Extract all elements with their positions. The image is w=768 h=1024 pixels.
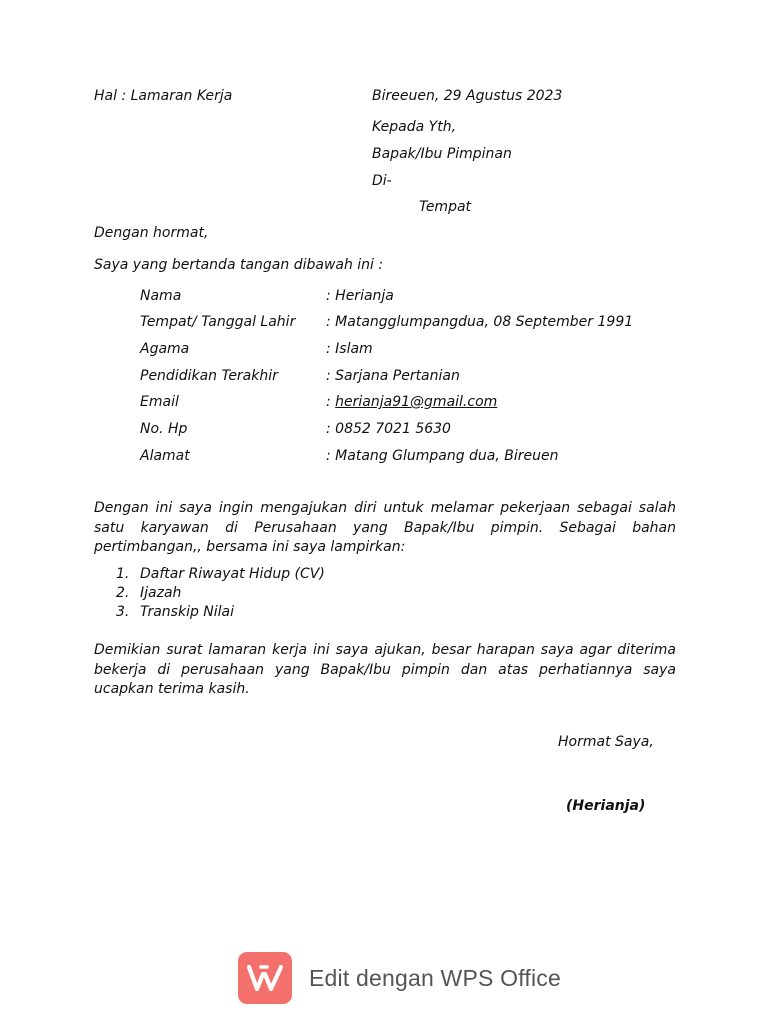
info-label-ttl: Tempat/ Tanggal Lahir xyxy=(140,314,296,330)
body-paragraph: Dengan ini saya ingin mengajukan diri untuk melamar pekerjaan sebagai salah satu karyawan di Perusahaan yang Bapak/Ibu pimpin. Sebagai bahan pertimbangan,, bersama ini saya lampirkan: xyxy=(94,500,676,555)
info-value-hp: : 0852 7021 5630 xyxy=(326,421,451,437)
info-label-alamat: Alamat xyxy=(140,448,190,464)
email-link[interactable]: herianja91@gmail.com xyxy=(335,394,498,410)
list-item-number: 2. xyxy=(116,585,130,601)
info-label-hp: No. Hp xyxy=(140,421,188,437)
recipient-line-3: Di- xyxy=(372,173,392,189)
wps-edit-banner[interactable] xyxy=(238,952,561,1004)
recipient-line-2: Bapak/Ibu Pimpinan xyxy=(372,146,512,162)
info-value-alamat: : Matang Glumpang dua, Bireuen xyxy=(326,448,559,464)
greeting: Dengan hormat, xyxy=(94,225,209,241)
info-value-nama: : Herianja xyxy=(326,288,394,304)
letter-subject: Hal : Lamaran Kerja xyxy=(94,88,233,104)
info-value-email xyxy=(326,393,497,411)
signature-name: (Herianja) xyxy=(566,798,646,814)
info-label-agama: Agama xyxy=(140,341,190,357)
list-item-number: 3. xyxy=(116,604,130,620)
sign-off: Hormat Saya, xyxy=(558,734,654,750)
wps-edit-label[interactable]: Edit dengan WPS Office xyxy=(309,964,561,991)
recipient-line-4: Tempat xyxy=(419,199,472,215)
recipient-line-1: Kepada Yth, xyxy=(372,119,457,135)
intro-line: Saya yang bertanda tangan dibawah ini : xyxy=(94,257,384,273)
closing-paragraph: Demikian surat lamaran kerja ini saya ajukan, besar harapan saya agar diterima bekerja di perusahaan yang Bapak/Ibu pimpin dan atas perhatiannya saya ucapkan terima kasih. xyxy=(94,642,676,697)
wps-w-glyph xyxy=(246,963,284,993)
email-colon: : xyxy=(326,394,336,410)
info-value-ttl: : Matangglumpangdua, 08 September 1991 xyxy=(326,314,634,330)
list-item: Ijazah xyxy=(140,585,182,601)
info-value-pendidikan: : Sarjana Pertanian xyxy=(326,368,460,384)
letter-place-date: Bireeuen, 29 Agustus 2023 xyxy=(372,88,563,104)
list-item: Transkip Nilai xyxy=(140,604,235,620)
list-item-number: 1. xyxy=(116,566,130,582)
info-label-email: Email xyxy=(140,394,179,410)
info-label-pendidikan: Pendidikan Terakhir xyxy=(140,368,278,384)
info-label-nama: Nama xyxy=(140,288,182,304)
info-value-agama: : Islam xyxy=(326,341,373,357)
list-item: Daftar Riwayat Hidup (CV) xyxy=(140,566,325,582)
wps-logo-icon[interactable] xyxy=(238,952,292,1004)
